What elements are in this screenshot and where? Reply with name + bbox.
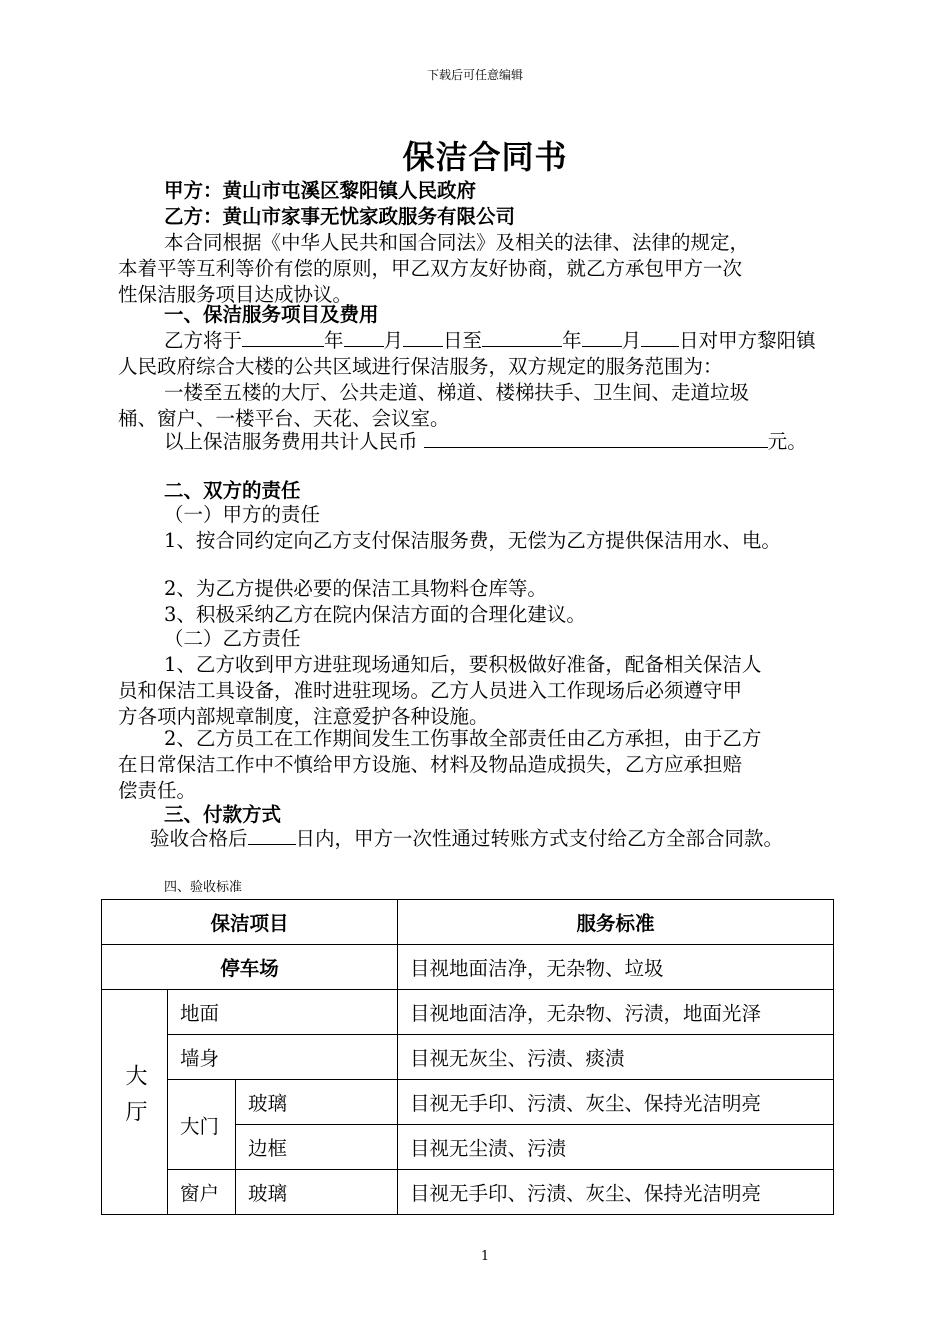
scope-line-1: 一楼至五楼的大厅、公共走道、梯道、楼梯扶手、卫生间、走道垃圾 [164, 381, 750, 404]
date-year-1: 年 [324, 329, 344, 352]
payment-prefix: 验收合格后 [150, 827, 248, 850]
header-cleaning-item: 保洁项目 [102, 900, 398, 945]
header-note: 下载后可任意编辑 [426, 68, 523, 82]
blank-day-1 [403, 328, 443, 347]
section-3-heading: 三、付款方式 [164, 803, 282, 826]
acceptance-standard-table [101, 899, 834, 1215]
payment-days-blank [248, 826, 296, 845]
intro-line-1: 本合同根据《中华人民共和国合同法》及相关的法律、法律的规定， [164, 231, 750, 254]
cell-door-frame-standard: 目视无尘渍、污渍 [398, 1125, 834, 1170]
payment-suffix: 日内，甲方一次性通过转账方式支付给乙方全部合同款。 [295, 827, 784, 850]
party-b-duty-heading: （二）乙方责任 [164, 627, 301, 650]
cell-door-glass-standard: 目视无手印、污渍、灰尘、保持光洁明亮 [398, 1080, 834, 1125]
header-service-standard: 服务标准 [398, 900, 834, 945]
date-day-to: 日至 [443, 329, 483, 352]
intro-line-2: 本着平等互利等价有偿的原则，甲乙双方友好协商，就乙方承包甲方一次 [118, 257, 743, 280]
cell-parking-standard: 目视地面洁净，无杂物、垃圾 [398, 945, 834, 990]
party-b: 乙方：黄山市家事无忧家政服务有限公司 [164, 205, 516, 228]
cell-floor: 地面 [168, 990, 398, 1035]
party-a-duty-2: 2、为乙方提供必要的保洁工具物料仓库等。 [164, 577, 547, 600]
cell-wall-standard: 目视无灰尘、污渍、痰渍 [398, 1035, 834, 1080]
intro-line-3: 性保洁服务项目达成协议。 [118, 283, 353, 306]
cell-window-standard: 目视无手印、污渍、灰尘、保持光洁明亮 [398, 1170, 834, 1215]
table-row-parking [102, 945, 834, 990]
date-year-2: 年 [562, 329, 582, 352]
blank-month-1 [344, 328, 384, 347]
cell-parking: 停车场 [102, 945, 398, 990]
party-b-duty-2-line-3: 偿责任。 [118, 779, 197, 802]
cell-wall: 墙身 [168, 1035, 398, 1080]
service-date-line [164, 328, 816, 354]
cell-floor-standard: 目视地面洁净，无杂物、污渍，地面光泽 [398, 990, 834, 1035]
party-b-duty-2-line-2: 在日常保洁工作中不慎给甲方设施、材料及物品造成损失，乙方应承担赔 [118, 753, 743, 776]
party-b-duty-2-line-1: 2、乙方员工在工作期间发生工伤事故全部责任由乙方承担，由于乙方 [164, 727, 762, 750]
cell-hall [102, 990, 168, 1215]
party-b-duty-1-line-2: 员和保洁工具设备，准时进驻现场。乙方人员进入工作现场后必须遵守甲 [118, 679, 743, 702]
party-a-duty-heading: （一）甲方的责任 [164, 503, 321, 526]
blank-year-1 [242, 328, 324, 347]
hall-label: 大厅 [122, 1063, 147, 1136]
blank-month-2 [582, 328, 622, 347]
blank-day-2 [641, 328, 679, 347]
blank-year-2 [482, 328, 562, 347]
fee-suffix: 元。 [767, 430, 807, 453]
party-b-duty-1-line-1: 1、乙方收到甲方进驻现场通知后，要积极做好准备，配备相关保洁人 [164, 653, 762, 676]
table-row-window [102, 1170, 834, 1215]
fee-line [164, 429, 807, 455]
service-area-line: 人民政府综合大楼的公共区域进行保洁服务，双方规定的服务范围为： [118, 355, 723, 378]
party-a-duty-3: 3、积极采纳乙方在院内保洁方面的合理化建议。 [164, 603, 586, 626]
table-row-door-glass [102, 1080, 834, 1125]
date-month-2: 月 [621, 329, 642, 352]
cell-door-frame: 边框 [236, 1125, 398, 1170]
date-line-suffix: 日对甲方黎阳镇 [679, 329, 816, 352]
fee-blank [424, 429, 768, 448]
payment-line [150, 826, 783, 852]
party-b-duty-1-line-3: 方各项内部规章制度，注意爱护各种设施。 [118, 705, 489, 728]
table-row-wall [102, 1035, 834, 1080]
party-a: 甲方：黄山市屯溪区黎阳镇人民政府 [164, 179, 477, 202]
table-header-row [102, 900, 834, 945]
scope-line-2: 桶、窗户、一楼平台、天花、会议室。 [118, 407, 450, 430]
date-line-prefix: 乙方将于 [164, 329, 243, 352]
party-a-duty-1: 1、按合同约定向乙方支付保洁服务费，无偿为乙方提供保洁用水、电。 [164, 529, 781, 552]
cell-window: 窗户 [168, 1170, 236, 1215]
document-title: 保洁合同书 [402, 138, 568, 176]
section-2-heading: 二、双方的责任 [164, 479, 301, 502]
cell-door-glass: 玻璃 [236, 1080, 398, 1125]
cell-door: 大门 [168, 1080, 236, 1170]
section-4-heading: 四、验收标准 [164, 880, 243, 895]
cell-window-glass: 玻璃 [236, 1170, 398, 1215]
table-row-floor [102, 990, 834, 1035]
fee-prefix: 以上保洁服务费用共计人民币 [164, 430, 418, 453]
section-1-heading: 一、保洁服务项目及费用 [164, 303, 379, 326]
date-month-1: 月 [383, 329, 404, 352]
page-number: 1 [480, 1249, 490, 1264]
